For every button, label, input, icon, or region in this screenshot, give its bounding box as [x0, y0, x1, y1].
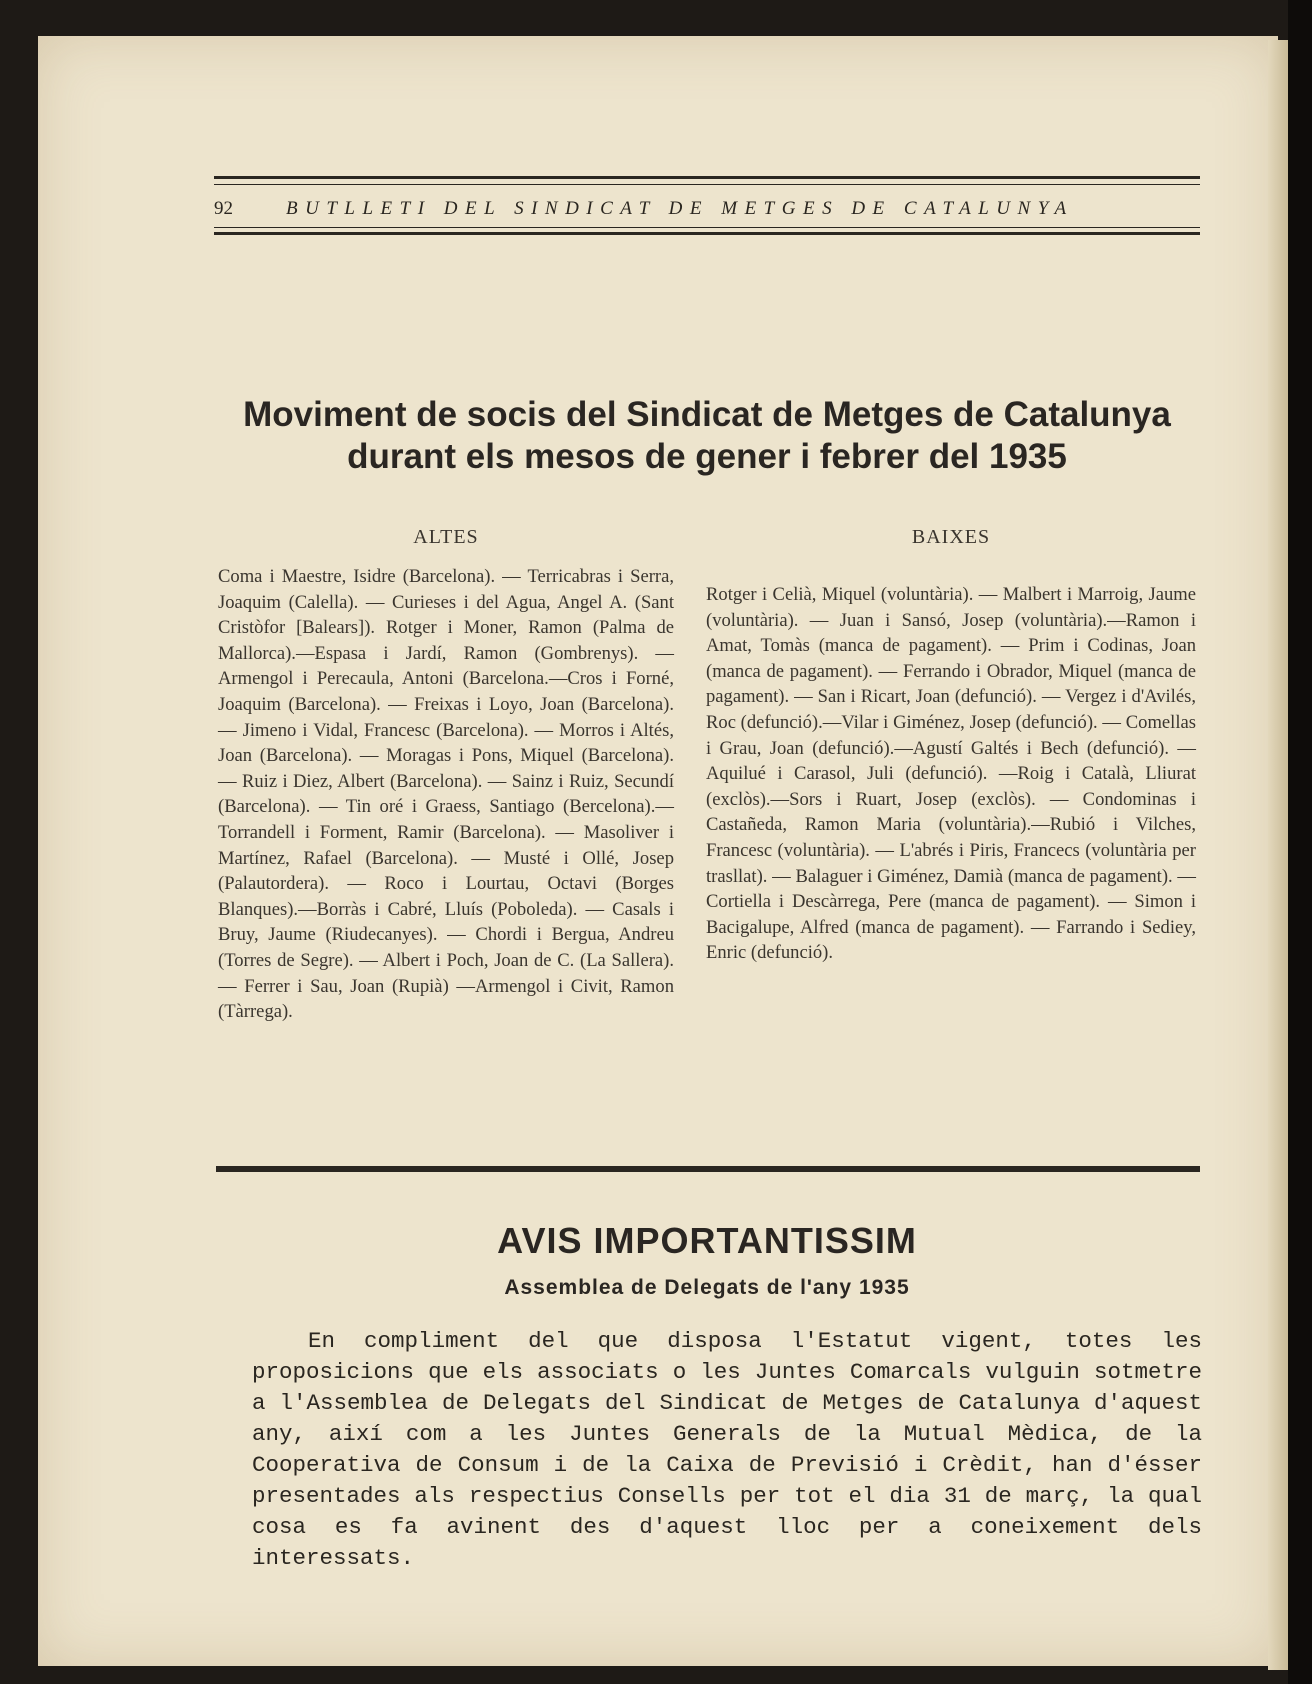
header-rule-bottom	[214, 232, 1200, 235]
page-sheet	[38, 36, 1278, 1666]
notice-subtitle: Assemblea de Delegats de l'any 1935	[504, 1276, 910, 1299]
altes-column: Coma i Maestre, Isidre (Barcelona). — Terricabras i Serra, Joaquim (Calella). — Curieses i del Agua, Angel A. (Sant Cristòfor [Balears]). Rotger i Moner, Ramon (Palma de Mallorca).—Espasa i Jardí, Ramon (Gombrenys). — Armengol i Perecaula, Antoni (Barcelona.—Cros i Forné, Joaquim (Barcelona). — Freixas i Loyo, Joan (Barcelona). — Jimeno i Vidal, Francesc (Barcelona). — Morros i Altés, Joan (Barcelona). — Moragas i Pons, Miquel (Barcelona). — Ruiz i Diez, Albert (Barcelona). — Sainz i Ruiz, Secundí (Barcelona). — Tin oré i Graess, Santiago (Bercelona).—Torrandell i Forment, Ramir (Barcelona). — Masoliver i Martínez, Rafael (Barcelona). — Musté i Ollé, Josep (Palautordera). — Roco i Lourtau, Octavi (Borges Blanques).—Borràs i Cabré, Lluís (Poboleda). — Casals i Bruy, Jaume (Riudecanyes). — Chordi i Bergua, Andreu (Torres de Segre). — Albert i Poch, Joan de C. (La Sallera). — Ferrer i Sau, Joan (Rupià) —Armengol i Civit, Ramon (Tàrrega).	[218, 566, 674, 1023]
notice-title: AVIS IMPORTANTISSIM	[497, 1220, 917, 1261]
article-title-line-1: Moviment de socis del Sindicat de Metges de Catalunya	[243, 395, 1171, 434]
baixes-heading: BAIXES	[911, 526, 991, 548]
section-divider	[216, 1166, 1200, 1172]
page-gutter	[1268, 40, 1288, 1670]
article-title-line-2: durant els mesos de gener i febrer del 1935	[347, 437, 1067, 476]
header-rule-bottom-thin	[214, 227, 1200, 228]
notice-body: En compliment del que disposa l'Estatut vigent, totes les proposicions que els associats o les Juntes Comarcals vulguin sotmetre a l'Assemblea de Delegats del Sindicat de Metges de Catalunya d'aquest any, així com a les Juntes Generals de la Mutual Mèdica, de la Cooperativa de Consum i de la Caixa de Previsió i Crèdit, han d'ésser presentades als respectius Consells per tot el dia 31 de març, la qual cosa es fa avinent des d'aquest lloc per a coneixement dels interessats.	[252, 1328, 1202, 1571]
header-rule-top	[214, 176, 1200, 179]
baixes-column: Rotger i Celià, Miquel (voluntària). — Malbert i Marroig, Jaume (voluntària). — Juan i Sansó, Josep (voluntària).—Ramon i Amat, Tomàs (manca de pagament). — Prim i Codinas, Joan (manca de pagament). — Ferrando i Obrador, Miquel (manca de pagament). — San i Ricart, Joan (defunció). — Vergez i d'Avilés, Roc (defunció).—Vilar i Giménez, Josep (defunció). — Comellas i Grau, Joan (defunció).—Agustí Galtés i Bech (defunció). — Aquilué i Carasol, Juli (defunció). —Roig i Català, Lliurat (exclòs).—Sors i Ruart, Josep (exclòs). — Condominas i Castañeda, Ramon Maria (voluntària).—Rubió i Vilches, Francesc (voluntària). — L'abrés i Piris, Francecs (voluntària per trasllat). — Balaguer i Giménez, Damià (manca de pagament). — Cortiella i Descàrrega, Pere (manca de pagament). — Simon i Bacigalupe, Alfred (manca de pagament). — Farrando i Sediey, Enric (defunció).	[706, 584, 1196, 964]
altes-heading: ALTES	[413, 526, 479, 548]
journal-title: BUTLLETI DEL SINDICAT DE METGES DE CATALUNYA	[286, 198, 1074, 219]
running-header	[214, 198, 1200, 224]
page-number: 92	[214, 198, 233, 219]
page-content	[38, 36, 1278, 1666]
article-title	[214, 394, 1200, 478]
header-rule-top-thin	[214, 184, 1200, 185]
book-edge	[1288, 0, 1312, 1684]
